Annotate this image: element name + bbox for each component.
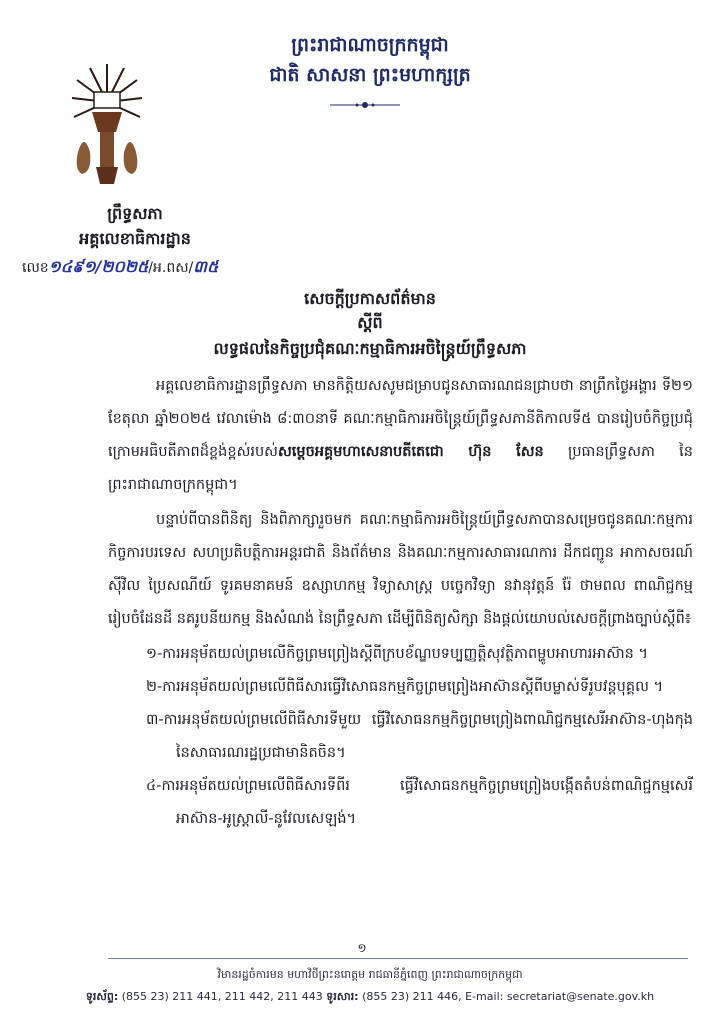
phone-numbers: (855 23) 211 441, 211 442, 211 443	[118, 990, 327, 1003]
paragraph-1	[108, 370, 693, 502]
senate-emblem-icon	[70, 62, 144, 192]
list-item: ៤-ការអនុម័តយល់ព្រមលើពិធីសារទីពីរ ធ្វើវិសោធនកម្មកិច្ចព្រមព្រៀងបង្កើតតំបន់ពាណិជ្ជកម្មសេរីអាស៊ាន-អូស្ត្រាលី-នូវែលសេឡង់។	[146, 778, 693, 827]
paragraph-1-end: ប្រធានព្រឹទ្ធសភា នៃព្រះរាជាណាចក្រកម្ពុជា។	[108, 444, 693, 493]
department-name: អគ្គលេខាធិការដ្ឋាន	[79, 229, 191, 248]
institution-name: ព្រឹទ្ធសភា	[107, 204, 163, 223]
footer-contact	[60, 990, 680, 1006]
footer-address: វិមានរដ្ឋចំការមន មហាវិថីព្រះនរោត្តម រាជធានីភ្នំពេញ ព្រះរាជាណាចក្រកម្ពុជា	[217, 968, 523, 981]
fax-email: (855 23) 211 446, E-mail: secretariat@senate.gov.kh	[358, 990, 655, 1003]
list-item: ៣-ការអនុម័តយល់ព្រមលើពិធីសារទីមួយ ធ្វើវិសោធនកម្មកិច្ចព្រមព្រៀងពាណិជ្ជកម្មសេរីអាស៊ាន-ហុងកុងនៃសាធារណរដ្ឋប្រជាមានិតចិន។	[146, 712, 693, 761]
document-title: សេចក្តីប្រកាសព័ត៌មាន	[304, 289, 436, 308]
footer-divider	[108, 958, 688, 959]
president-name: សម្តេចអគ្គមហាសេនាបតីតេជោ ហ៊ុន សែន	[278, 444, 544, 460]
document-subject: លទ្ធផលនៃកិច្ចប្រជុំគណៈកម្មាធិការអចិន្ត្រៃយ៍ព្រឹទ្ធសភា	[213, 339, 527, 358]
page-number: ១	[357, 941, 367, 955]
ref-prefix: លេខ	[22, 260, 49, 276]
ref-code: /អ.ពស/	[148, 260, 194, 276]
ref-suffix: ៣៥	[193, 257, 219, 276]
phone-label: ទូរស័ព្ទ:	[85, 990, 119, 1003]
paragraph-1-text: អគ្គលេខាធិការដ្ឋានព្រឹទ្ធសភា មានកិត្តិយសសូមជម្រាបជូនសាធារណជនជ្រាបថា នាព្រឹកថ្ងៃអង្គារ ទី២១ ខែតុលា ឆ្នាំ២០២៥ វេលាម៉ោង ៨:៣០នាទី គណៈកម្មាធិការអចិន្ត្រៃយ៍ព្រឹទ្ធសភានីតិកាលទី៥ បានរៀបចំកិច្ចប្រជុំក្រោមអធិបតីភាពដ៏ខ្ពង់ខ្ពស់របស់	[108, 378, 693, 460]
list-item: ១-ការអនុម័តយល់ព្រមលើកិច្ចព្រមព្រៀងស្តីពីក្របខ័ណ្ឌបទប្បញ្ញត្តិសុវត្ថិភាពម្ហូបអាហារអាស៊ាន ។	[146, 646, 648, 662]
document-subtitle-about: ស្តីពី	[357, 313, 383, 332]
kingdom-heading: ព្រះរាជាណាចក្រកម្ពុជា	[291, 34, 449, 56]
paragraph-2: បន្ទាប់ពីបានពិនិត្យ និងពិភាក្សារួចមក គណៈកម្មាធិការអចិន្ត្រៃយ៍ព្រឹទ្ធសភាបានសម្រេចជូនគណៈកម្មការកិច្ចការបរទេស សហប្រតិបត្តិការអន្តរជាតិ និងព័ត៌មាន និងគណៈកម្មការសាធារណការ ដឹកជញ្ជូន អាកាសចរណ៍ស៊ីវិល ប្រៃសណីយ៍ ទូរគមនាគមន៍ ឧស្សាហកម្ម វិទ្យាសាស្ត្រ បច្ចេកវិទ្យា នវានុវត្តន៍ រ៉ែ ថាមពល ពាណិជ្ជកម្ម រៀបចំដែនដី នគរូបនីយកម្ម និងសំណង់ នៃព្រឹទ្ធសភា ដើម្បីពិនិត្យសិក្សា និងផ្តល់យោបល់សេចក្តីព្រាងច្បាប់ស្តីពី៖	[108, 512, 693, 627]
fax-label: ទូរសារ:	[326, 990, 359, 1003]
divider-ornament-icon	[330, 100, 400, 110]
list-item: ២-ការអនុម័តយល់ព្រមលើពិធីសារធ្វើវិសោធនកម្មកិច្ចព្រមព្រៀងអាស៊ានស្តីពីបម្លាស់ទីរូបវន្តបុគ្គល ។	[146, 679, 664, 695]
reference-number	[22, 256, 218, 280]
document-body	[108, 370, 693, 836]
ref-number: ១៤៩១/២០២៥	[48, 257, 149, 276]
motto-heading: ជាតិ សាសនា ព្រះមហាក្សត្រ	[269, 64, 471, 86]
